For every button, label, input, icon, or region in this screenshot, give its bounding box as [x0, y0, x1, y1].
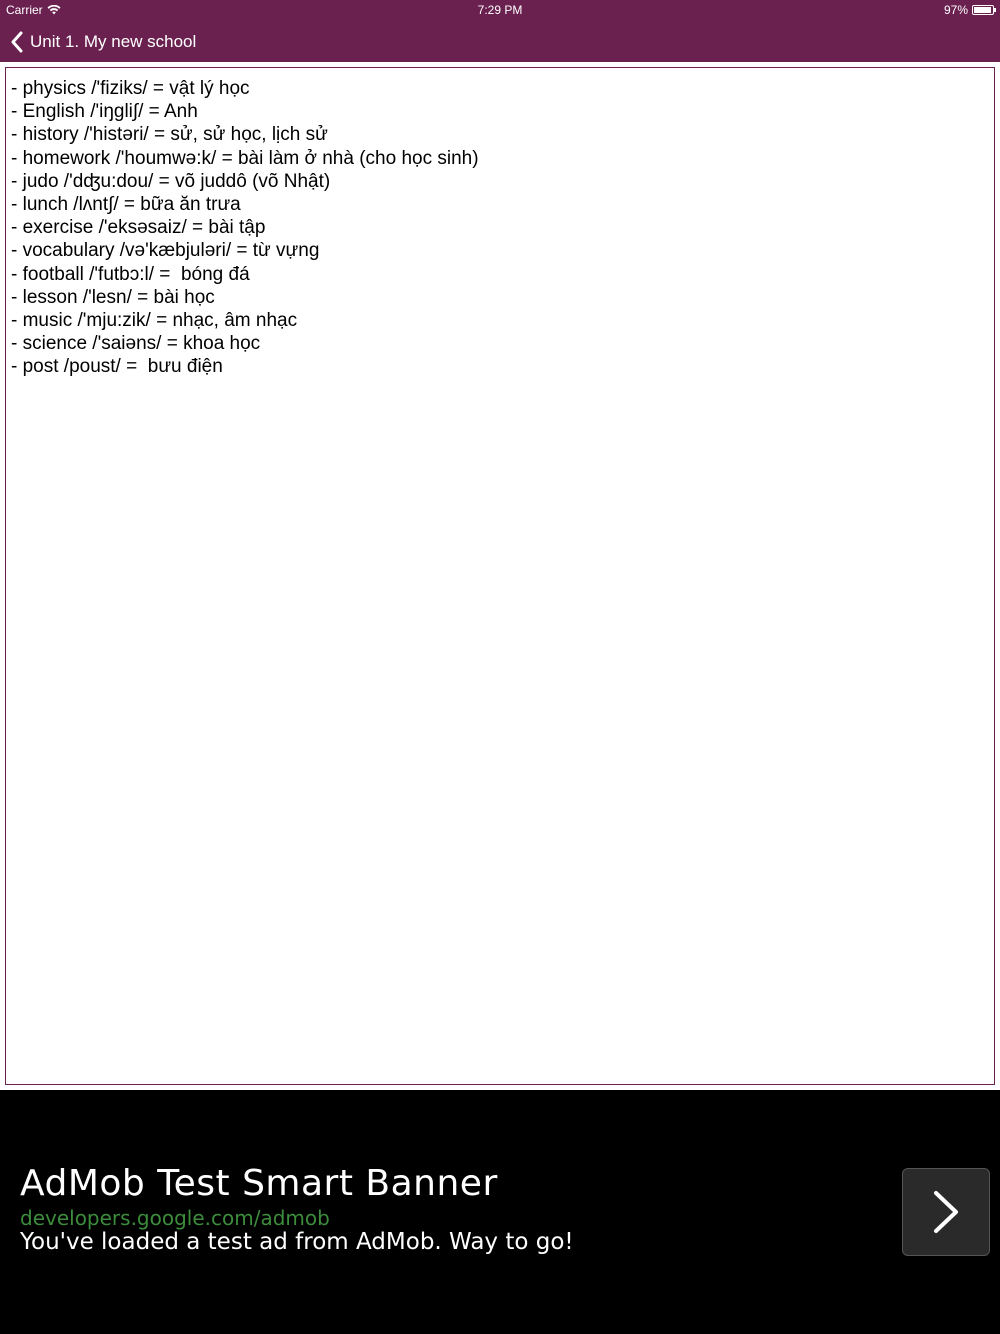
- vocabulary-item: - physics /'fiziks/ = vật lý học: [11, 78, 250, 99]
- status-time: 7:29 PM: [477, 3, 523, 17]
- vocabulary-item: - homework /'houmwə:k/ = bài làm ở nhà (cho học sinh): [11, 147, 479, 169]
- ad-description[interactable]: You've loaded a test ad from AdMob. Way to go!: [20, 1229, 574, 1255]
- ad-title[interactable]: AdMob Test Smart Banner: [20, 1163, 498, 1204]
- status-battery: [944, 3, 994, 17]
- status-bar: [0, 0, 1000, 20]
- battery-icon: [972, 5, 994, 15]
- back-button-label: Unit 1. My new school: [30, 32, 197, 51]
- vocabulary-list: [11, 77, 989, 379]
- vocabulary-item: - lunch /lʌnt∫/ = bữa ăn trưa: [11, 194, 241, 216]
- navigation-bar: [0, 0, 1000, 62]
- vocabulary-item: - post /poust/ = bưu điện: [11, 356, 223, 378]
- ad-open-button[interactable]: [902, 1168, 990, 1256]
- vocabulary-text-view[interactable]: [5, 67, 995, 1085]
- vocabulary-item: - music /'mju:zik/ = nhạc, âm nhạc: [11, 310, 298, 332]
- ad-url[interactable]: developers.google.com/admob: [20, 1206, 330, 1230]
- vocabulary-item: - history /'histəri/ = sử, sử học, lịch sử: [11, 124, 328, 146]
- carrier-label: Carrier: [6, 3, 43, 17]
- vocabulary-item: - English /'iŋgli∫/ = Anh: [11, 101, 198, 123]
- back-button[interactable]: [10, 28, 196, 56]
- vocabulary-item: - exercise /'eksəsaiz/ = bài tập: [11, 217, 266, 239]
- vocabulary-item: - judo /'dʤu:dou/ = võ juddô (võ Nhật): [11, 170, 331, 192]
- chevron-right-icon: [931, 1189, 961, 1235]
- vocabulary-item: - vocabulary /və'kæbjuləri/ = từ vựng: [11, 240, 320, 262]
- vocabulary-item: - lesson /'lesn/ = bài học: [11, 286, 215, 308]
- chevron-left-icon: [10, 31, 24, 53]
- vocabulary-item: - science /'saiəns/ = khoa học: [11, 333, 261, 355]
- vocabulary-item: - football /'futbɔ:l/ = bóng đá: [11, 263, 250, 285]
- battery-percent: 97%: [943, 3, 968, 17]
